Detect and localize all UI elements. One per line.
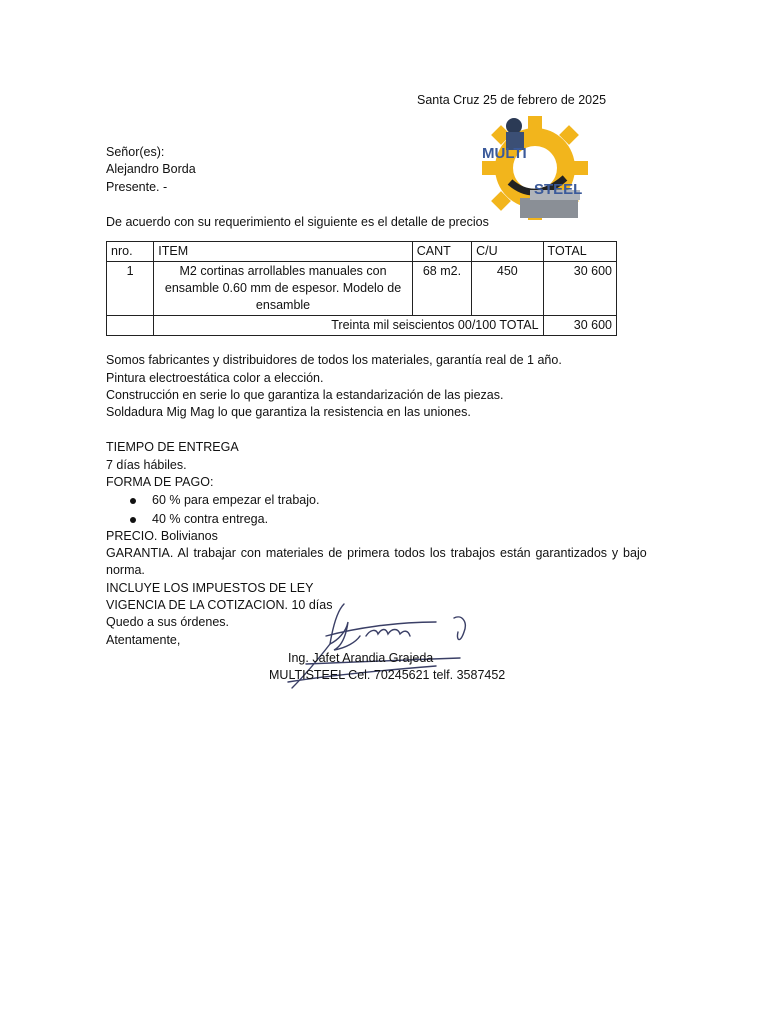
signer-contact: MULTISTEEL Cel. 70245621 telf. 3587452 xyxy=(269,668,506,682)
signer-name: Ing. Jafet Arandia Grajeda xyxy=(288,651,434,665)
table-row xyxy=(107,262,617,316)
cell-empty xyxy=(107,316,154,336)
delivery-title: TIEMPO DE ENTREGA xyxy=(106,440,239,454)
feature-line-1: Somos fabricantes y distribuidores de todos los materiales, garantía real de 1 año. xyxy=(106,353,562,367)
cell-total: 30 600 xyxy=(543,262,616,316)
header-cant: CANT xyxy=(412,242,471,262)
date-line: Santa Cruz 25 de febrero de 2025 xyxy=(417,93,607,107)
cell-cant: 68 m2. xyxy=(412,262,471,316)
presente: Presente. - xyxy=(106,180,168,194)
payment-item-2 xyxy=(152,511,268,528)
regards-line: Atentamente, xyxy=(106,633,181,647)
company-logo xyxy=(480,112,590,224)
feature-line-2: Pintura electroestática color a elección. xyxy=(106,371,324,385)
cell-nro: 1 xyxy=(107,262,154,316)
warranty-line-2: norma. xyxy=(106,563,145,577)
price-currency: PRECIO. Bolivianos xyxy=(106,529,218,543)
cell-cu: 450 xyxy=(472,262,543,316)
payment-item-text: 40 % contra entrega. xyxy=(152,512,269,526)
payment-item-text: 60 % para empezar el trabajo. xyxy=(152,493,320,507)
closing-line: Quedo a sus órdenes. xyxy=(106,615,229,629)
gear-logo-icon xyxy=(480,112,590,224)
logo-word-steel: STEEL xyxy=(534,181,583,198)
payment-item-1 xyxy=(152,492,319,509)
logo-word-multi: MULTI xyxy=(482,145,527,162)
table-footer-row xyxy=(107,316,617,336)
taxes-line: INCLUYE LOS IMPUESTOS DE LEY xyxy=(106,581,314,595)
recipient-name: Alejandro Borda xyxy=(106,162,196,176)
header-item: ITEM xyxy=(154,242,413,262)
header-total: TOTAL xyxy=(543,242,616,262)
bullet-icon xyxy=(130,517,136,523)
total-in-words: Treinta mil seiscientos 00/100 TOTAL xyxy=(154,316,543,336)
bullet-icon xyxy=(130,498,136,504)
delivery-value: 7 días hábiles. xyxy=(106,458,187,472)
grand-total: 30 600 xyxy=(543,316,616,336)
intro-text: De acuerdo con su requerimiento el siguiente es el detalle de precios xyxy=(106,215,489,229)
feature-line-4: Soldadura Mig Mag lo que garantiza la resistencia en las uniones. xyxy=(106,405,471,419)
feature-line-3: Construcción en serie lo que garantiza la estandarización de las piezas. xyxy=(106,388,504,402)
payment-title: FORMA DE PAGO: xyxy=(106,475,214,489)
cell-item: M2 cortinas arrollables manuales con ensamble 0.60 mm de espesor. Modelo de ensamble xyxy=(154,262,413,316)
salutation: Señor(es): xyxy=(106,145,165,159)
warranty-line-1: GARANTIA. Al trabajar con materiales de primera todos los trabajos están garantizados y bajo xyxy=(106,546,647,560)
table-header-row xyxy=(107,242,617,262)
header-nro: nro. xyxy=(107,242,154,262)
price-table xyxy=(106,241,617,336)
header-cu: C/U xyxy=(472,242,543,262)
validity-line: VIGENCIA DE LA COTIZACION. 10 días xyxy=(106,598,333,612)
